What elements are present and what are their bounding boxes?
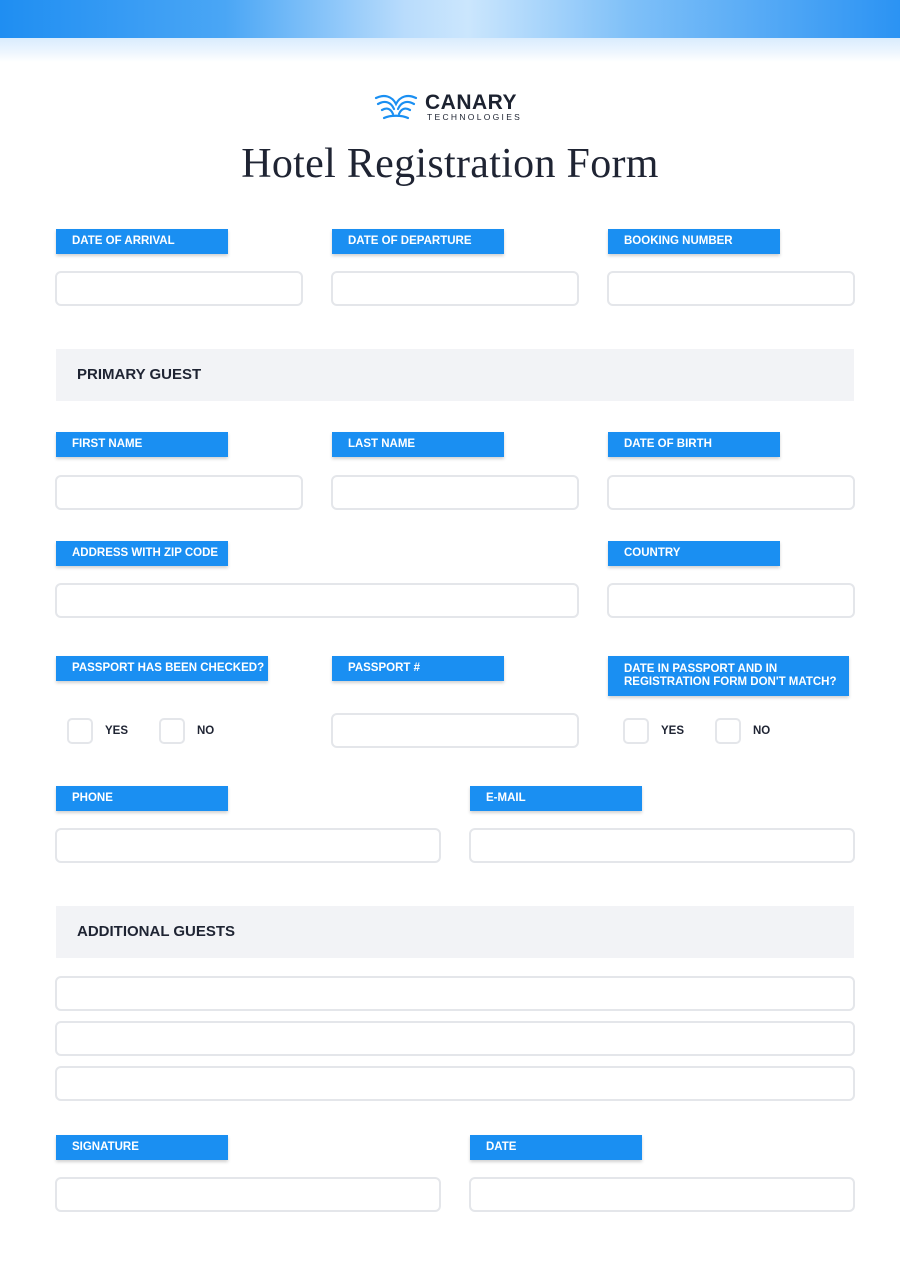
signature-field[interactable] bbox=[55, 1177, 441, 1212]
passport-checked-yes-label: YES bbox=[105, 725, 129, 737]
mismatch-no-checkbox[interactable] bbox=[715, 718, 741, 744]
signature-label: SIGNATURE bbox=[56, 1135, 228, 1160]
arrival-label: DATE OF ARRIVAL bbox=[56, 229, 228, 254]
additional-guest-field-2[interactable] bbox=[55, 1021, 855, 1056]
primary-guest-section bbox=[56, 349, 854, 401]
brand-name: CANARY bbox=[425, 91, 518, 114]
passport-number-label: PASSPORT # bbox=[332, 656, 504, 681]
passport-checked-yes-checkbox[interactable] bbox=[67, 718, 93, 744]
date-label: DATE bbox=[470, 1135, 642, 1160]
arrival-date-field[interactable] bbox=[55, 271, 303, 306]
phone-field[interactable] bbox=[55, 828, 441, 863]
passport-checked-label: PASSPORT HAS BEEN CHECKED? bbox=[56, 656, 268, 681]
passport-mismatch-label: DATE IN PASSPORT AND IN REGISTRATION FORM DON'T MATCH? bbox=[608, 656, 849, 696]
first-name-label: FIRST NAME bbox=[56, 432, 228, 457]
header-gradient-fade bbox=[0, 38, 900, 62]
additional-guest-field-3[interactable] bbox=[55, 1066, 855, 1101]
passport-checked-no-checkbox[interactable] bbox=[159, 718, 185, 744]
additional-guests-heading: ADDITIONAL GUESTS bbox=[77, 923, 236, 940]
mismatch-no-label: NO bbox=[753, 725, 771, 737]
additional-guest-field-1[interactable] bbox=[55, 976, 855, 1011]
last-name-label: LAST NAME bbox=[332, 432, 504, 457]
date-field[interactable] bbox=[469, 1177, 855, 1212]
primary-guest-heading: PRIMARY GUEST bbox=[77, 366, 202, 383]
canary-logo bbox=[374, 92, 534, 126]
first-name-field[interactable] bbox=[55, 475, 303, 510]
mismatch-yes-label: YES bbox=[661, 725, 685, 737]
phone-label: PHONE bbox=[56, 786, 228, 811]
canary-logo-icon bbox=[374, 92, 418, 122]
dob-field[interactable] bbox=[607, 475, 855, 510]
booking-number-field[interactable] bbox=[607, 271, 855, 306]
departure-date-field[interactable] bbox=[331, 271, 579, 306]
country-label: COUNTRY bbox=[608, 541, 780, 566]
address-field[interactable] bbox=[55, 583, 579, 618]
address-label: ADDRESS WITH ZIP CODE bbox=[56, 541, 228, 566]
booking-number-label: BOOKING NUMBER bbox=[608, 229, 780, 254]
email-label: E-MAIL bbox=[470, 786, 642, 811]
header-gradient-bar bbox=[0, 0, 900, 38]
page-title: Hotel Registration Form bbox=[241, 141, 659, 187]
departure-label: DATE OF DEPARTURE bbox=[332, 229, 504, 254]
passport-number-field[interactable] bbox=[331, 713, 579, 748]
brand-subtitle: TECHNOLOGIES bbox=[427, 112, 523, 122]
mismatch-yes-checkbox[interactable] bbox=[623, 718, 649, 744]
country-field[interactable] bbox=[607, 583, 855, 618]
passport-checked-no-label: NO bbox=[197, 725, 215, 737]
dob-label: DATE OF BIRTH bbox=[608, 432, 780, 457]
last-name-field[interactable] bbox=[331, 475, 579, 510]
additional-guests-section bbox=[56, 906, 854, 958]
email-field[interactable] bbox=[469, 828, 855, 863]
